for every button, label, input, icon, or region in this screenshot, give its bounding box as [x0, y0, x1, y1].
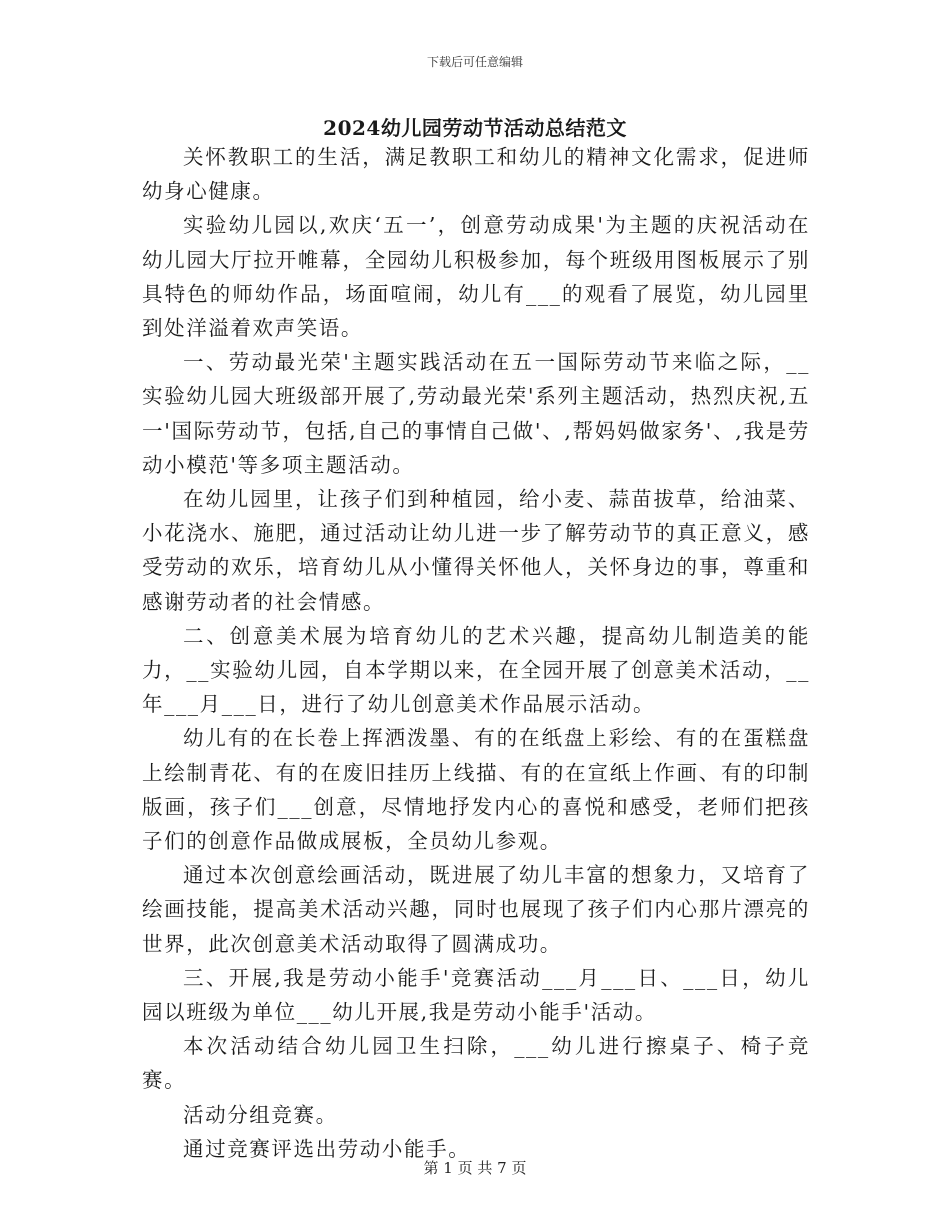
header-note: 下载后可任意编辑	[426, 55, 523, 69]
paragraph: 本次活动结合幼儿园卫生扫除，___幼儿进行擦桌子、椅子竞赛。	[142, 1034, 810, 1093]
page-footer: 第 1 页 共 7 页	[423, 1159, 527, 1177]
paragraph: 通过本次创意绘画活动，既进展了幼儿丰富的想象力，又培育了绘画技能，提高美术活动兴趣，同时也展现了孩子们内心那片漂亮的世界，此次创意美术活动取得了圆满成功。	[142, 863, 810, 956]
document-title: 2024幼儿园劳动节活动总结范文	[323, 116, 627, 140]
paragraph: 一、劳动最光荣'主题实践活动在五一国际劳动节来临之际，__实验幼儿园大班级部开展了,劳动最光荣'系列主题活动，热烈庆祝,五一'国际劳动节，包括,自己的事情自己做'、,帮妈妈做家务'、,我是劳动小模范'等多项主题活动。	[142, 350, 810, 477]
paragraph: 实验幼儿园以,欢庆‘五一’，创意劳动成果'为主题的庆祝活动在幼儿园大厅拉开帷幕，全园幼儿积极参加，每个班级用图板展示了别具特色的师幼作品，场面喧闹，幼儿有___的观看了展览，幼儿园里到处洋溢着欢声笑语。	[142, 213, 810, 341]
paragraph: 通过竞赛评选出劳动小能手。	[183, 1136, 471, 1161]
paragraph: 三、开展,我是劳动小能手'竞赛活动___月___日、___日，幼儿园以班级为单位___幼儿开展,我是劳动小能手'活动。	[142, 965, 810, 1025]
paragraph: 在幼儿园里，让孩子们到种植园，给小麦、蒜苗拔草，给油菜、小花浇水、施肥，通过活动让幼儿进一步了解劳动节的真正意义，感受劳动的欢乐，培育幼儿从小懂得关怀他人，关怀身边的事，尊重和感谢劳动者的社会情感。	[142, 487, 810, 614]
paragraph: 幼儿有的在长卷上挥洒泼墨、有的在纸盘上彩绘、有的在蛋糕盘上绘制青花、有的在废旧挂历上线描、有的在宣纸上作画、有的印制版画，孩子们___创意，尽情地抒发内心的喜悦和感受，老师们把孩子们的创意作品做成展板，全员幼儿参观。	[142, 726, 810, 854]
paragraph: 活动分组竞赛。	[183, 1102, 338, 1127]
document-body	[142, 140, 810, 1166]
paragraph: 关怀教职工的生活，满足教职工和幼儿的精神文化需求，促进师幼身心健康。	[142, 145, 810, 204]
paragraph: 二、创意美术展为培育幼儿的艺术兴趣，提高幼儿制造美的能力，__实验幼儿园，自本学期以来，在全园开展了创意美术活动，__年___月___日，进行了幼儿创意美术作品展示活动。	[142, 623, 810, 717]
